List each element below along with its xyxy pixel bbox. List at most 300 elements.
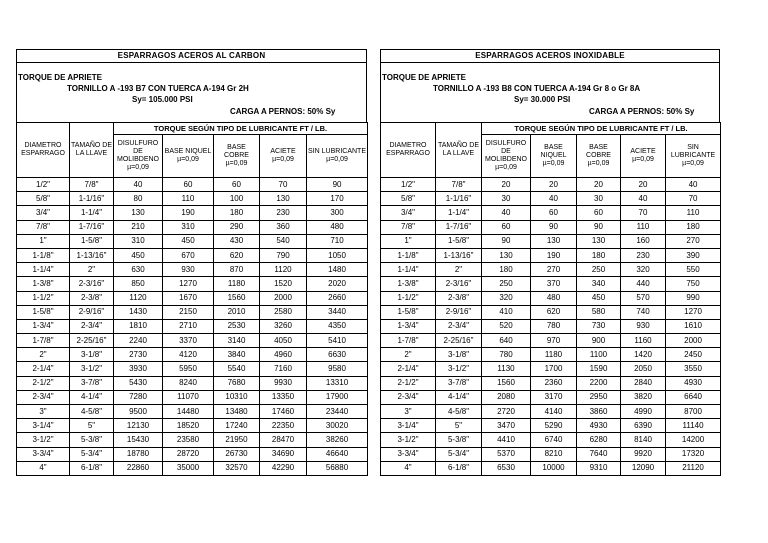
table-row <box>17 305 368 319</box>
torque-label: TORQUE DE APRIETE <box>382 73 467 82</box>
key-size-cell: 1-1/4" <box>436 206 482 220</box>
torque-cell: 160 <box>621 234 666 248</box>
torque-cell: 3860 <box>577 405 621 419</box>
torque-cell: 80 <box>114 192 163 206</box>
torque-cell: 130 <box>260 192 307 206</box>
diameter-cell: 2" <box>381 348 436 362</box>
torque-cell: 320 <box>482 291 531 305</box>
torque-cell: 7680 <box>214 376 260 390</box>
torque-cell: 4930 <box>577 419 621 433</box>
torque-cell: 23440 <box>307 405 368 419</box>
table-row <box>381 419 721 433</box>
key-size-cell: 2-3/16" <box>436 277 482 291</box>
table-row <box>381 206 721 220</box>
torque-cell: 13310 <box>307 376 368 390</box>
torque-cell: 480 <box>307 220 368 234</box>
torque-cell: 180 <box>214 206 260 220</box>
key-size-cell: 2-3/4" <box>436 319 482 333</box>
diameter-cell: 2" <box>17 348 70 362</box>
torque-cell: 23580 <box>163 433 214 447</box>
torque-cell: 42290 <box>260 461 307 475</box>
torque-cell: 230 <box>260 206 307 220</box>
torque-cell: 4410 <box>482 433 531 447</box>
torque-cell: 17320 <box>666 447 721 461</box>
torque-cell: 2000 <box>666 334 721 348</box>
torque-cell: 2050 <box>621 362 666 376</box>
torque-cell: 100 <box>214 192 260 206</box>
key-size-cell: 2-9/16" <box>436 305 482 319</box>
torque-cell: 5410 <box>307 334 368 348</box>
table-row <box>381 234 721 248</box>
torque-cell: 580 <box>577 305 621 319</box>
key-size-cell: 5" <box>436 419 482 433</box>
torque-cell: 930 <box>621 319 666 333</box>
torque-cell: 15430 <box>114 433 163 447</box>
torque-cell: 3370 <box>163 334 214 348</box>
torque-cell: 13480 <box>214 405 260 419</box>
table-row <box>381 348 721 362</box>
torque-cell: 3820 <box>621 390 666 404</box>
diameter-cell: 2-1/2" <box>17 376 70 390</box>
torque-cell: 9920 <box>621 447 666 461</box>
table-row <box>381 334 721 348</box>
torque-cell: 1130 <box>482 362 531 376</box>
key-size-cell: 7/8" <box>70 178 114 192</box>
diameter-cell: 1" <box>381 234 436 248</box>
torque-cell: 38260 <box>307 433 368 447</box>
header-lubricant <box>307 135 368 178</box>
stainless-steel-title: ESPARRAGOS ACEROS INOXIDABLE <box>380 49 720 63</box>
key-size-cell: 1-13/16" <box>436 248 482 262</box>
header-key-size: TAMAÑO DE LA LLAVE <box>436 123 482 178</box>
torque-cell: 40 <box>531 192 577 206</box>
yield-strength: Sy= 105.000 PSI <box>132 95 193 104</box>
torque-cell: 2950 <box>577 390 621 404</box>
lubricant-name: DISULFURO DE MOLIBDENO <box>484 140 527 163</box>
torque-cell: 40 <box>482 206 531 220</box>
torque-cell: 3470 <box>482 419 531 433</box>
torque-cell: 60 <box>482 220 531 234</box>
diameter-cell: 1-3/8" <box>381 277 436 291</box>
torque-cell: 1270 <box>666 305 721 319</box>
torque-cell: 2730 <box>114 348 163 362</box>
diameter-cell: 3-3/4" <box>381 447 436 461</box>
torque-cell: 620 <box>214 248 260 262</box>
torque-cell: 20 <box>621 178 666 192</box>
torque-cell: 520 <box>482 319 531 333</box>
diameter-cell: 4" <box>381 461 436 475</box>
torque-cell: 2710 <box>163 319 214 333</box>
header-lubricant <box>531 135 577 178</box>
torque-cell: 1270 <box>163 277 214 291</box>
friction-coefficient: µ=0,09 <box>225 160 248 167</box>
friction-coefficient: µ=0,09 <box>587 160 610 167</box>
torque-cell: 30 <box>482 192 531 206</box>
diameter-cell: 3/4" <box>381 206 436 220</box>
key-size-cell: 3-7/8" <box>436 376 482 390</box>
key-size-cell: 2-3/4" <box>70 319 114 333</box>
torque-cell: 2200 <box>577 376 621 390</box>
torque-cell: 710 <box>307 234 368 248</box>
torque-cell: 2080 <box>482 390 531 404</box>
torque-cell: 750 <box>666 277 721 291</box>
lubricant-name: ACIETE <box>630 148 656 155</box>
key-size-cell: 2-25/16" <box>436 334 482 348</box>
lubricant-name: BASE COBRE <box>586 144 611 159</box>
torque-cell: 9580 <box>307 362 368 376</box>
torque-cell: 190 <box>531 248 577 262</box>
table-row <box>17 248 368 262</box>
torque-cell: 60 <box>163 178 214 192</box>
header-key-size: TAMAÑO DE LA LLAVE <box>70 123 114 178</box>
torque-cell: 35000 <box>163 461 214 475</box>
table-row <box>17 263 368 277</box>
table-row <box>17 192 368 206</box>
torque-cell: 130 <box>482 248 531 262</box>
torque-cell: 230 <box>621 248 666 262</box>
diameter-cell: 2-1/4" <box>17 362 70 376</box>
key-size-cell: 5-3/4" <box>436 447 482 461</box>
torque-cell: 180 <box>666 220 721 234</box>
key-size-cell: 2" <box>436 263 482 277</box>
friction-coefficient: µ=0,09 <box>326 156 348 163</box>
key-size-cell: 1-1/16" <box>70 192 114 206</box>
diameter-cell: 2-3/4" <box>381 390 436 404</box>
torque-cell: 20 <box>577 178 621 192</box>
diameter-cell: 7/8" <box>381 220 436 234</box>
friction-coefficient: µ=0,09 <box>682 160 704 167</box>
torque-cell: 1180 <box>531 348 577 362</box>
header-lubricant-group: TORQUE SEGÚN TIPO DE LUBRICANTE FT / LB. <box>482 123 721 135</box>
torque-cell: 14200 <box>666 433 721 447</box>
torque-cell: 12090 <box>621 461 666 475</box>
diameter-cell: 3" <box>17 405 70 419</box>
torque-cell: 70 <box>621 206 666 220</box>
torque-cell: 640 <box>482 334 531 348</box>
table-row <box>17 220 368 234</box>
header-lubricant <box>260 135 307 178</box>
torque-cell: 2150 <box>163 305 214 319</box>
torque-cell: 3440 <box>307 305 368 319</box>
key-size-cell: 6-1/8" <box>70 461 114 475</box>
torque-cell: 40 <box>114 178 163 192</box>
key-size-cell: 2-3/8" <box>70 291 114 305</box>
table-row <box>17 348 368 362</box>
carbon-steel-panel <box>16 49 367 476</box>
torque-cell: 180 <box>482 263 531 277</box>
table-row <box>381 178 721 192</box>
torque-cell: 1120 <box>260 263 307 277</box>
friction-coefficient: µ=0,09 <box>632 156 654 163</box>
torque-cell: 450 <box>163 234 214 248</box>
torque-cell: 1560 <box>214 291 260 305</box>
torque-cell: 1670 <box>163 291 214 305</box>
stainless-steel-torque-table <box>380 122 721 476</box>
key-size-cell: 4-1/4" <box>436 390 482 404</box>
diameter-cell: 1-7/8" <box>381 334 436 348</box>
torque-cell: 60 <box>531 206 577 220</box>
torque-cell: 870 <box>214 263 260 277</box>
torque-cell: 7160 <box>260 362 307 376</box>
torque-cell: 30 <box>577 192 621 206</box>
torque-cell: 340 <box>577 277 621 291</box>
key-size-cell: 3-7/8" <box>70 376 114 390</box>
table-row <box>381 248 721 262</box>
key-size-cell: 2-3/16" <box>70 277 114 291</box>
torque-cell: 6740 <box>531 433 577 447</box>
torque-cell: 740 <box>621 305 666 319</box>
torque-cell: 290 <box>214 220 260 234</box>
header-diameter: DIAMETRO ESPARRAGO <box>17 123 70 178</box>
torque-cell: 30020 <box>307 419 368 433</box>
torque-cell: 6280 <box>577 433 621 447</box>
table-row <box>17 433 368 447</box>
key-size-cell: 2" <box>70 263 114 277</box>
torque-cell: 6530 <box>482 461 531 475</box>
torque-cell: 3550 <box>666 362 721 376</box>
torque-cell: 90 <box>307 178 368 192</box>
torque-cell: 4140 <box>531 405 577 419</box>
table-row <box>17 334 368 348</box>
torque-cell: 7640 <box>577 447 621 461</box>
diameter-cell: 3-1/4" <box>381 419 436 433</box>
key-size-cell: 1-1/4" <box>70 206 114 220</box>
table-row <box>381 291 721 305</box>
diameter-cell: 3" <box>381 405 436 419</box>
header-diameter: DIAMETRO ESPARRAGO <box>381 123 436 178</box>
diameter-cell: 5/8" <box>17 192 70 206</box>
torque-cell: 5290 <box>531 419 577 433</box>
torque-cell: 2000 <box>260 291 307 305</box>
torque-cell: 440 <box>621 277 666 291</box>
torque-cell: 190 <box>163 206 214 220</box>
stainless-steel-panel <box>380 49 720 476</box>
diameter-cell: 1-1/8" <box>381 248 436 262</box>
key-size-cell: 4-5/8" <box>436 405 482 419</box>
diameter-cell: 1-1/4" <box>17 263 70 277</box>
diameter-cell: 1-1/8" <box>17 248 70 262</box>
torque-cell: 3840 <box>214 348 260 362</box>
friction-coefficient: µ=0,09 <box>177 156 199 163</box>
table-row <box>17 206 368 220</box>
torque-cell: 2450 <box>666 348 721 362</box>
diameter-cell: 1-5/8" <box>381 305 436 319</box>
diameter-cell: 7/8" <box>17 220 70 234</box>
key-size-cell: 5-3/4" <box>70 447 114 461</box>
torque-cell: 28470 <box>260 433 307 447</box>
table-row <box>17 178 368 192</box>
torque-cell: 26730 <box>214 447 260 461</box>
diameter-cell: 3-3/4" <box>17 447 70 461</box>
torque-cell: 3170 <box>531 390 577 404</box>
diameter-cell: 5/8" <box>381 192 436 206</box>
torque-cell: 790 <box>260 248 307 262</box>
torque-cell: 9500 <box>114 405 163 419</box>
torque-cell: 6640 <box>666 390 721 404</box>
torque-cell: 2840 <box>621 376 666 390</box>
diameter-cell: 2-1/4" <box>381 362 436 376</box>
torque-cell: 1560 <box>482 376 531 390</box>
diameter-cell: 1-1/2" <box>381 291 436 305</box>
torque-cell: 450 <box>577 291 621 305</box>
lubricant-name: SIN LUBRICANTE <box>670 144 716 159</box>
friction-coefficient: µ=0,09 <box>542 160 565 167</box>
key-size-cell: 2-25/16" <box>70 334 114 348</box>
torque-cell: 10310 <box>214 390 260 404</box>
torque-cell: 620 <box>531 305 577 319</box>
torque-cell: 850 <box>114 277 163 291</box>
table-row <box>17 376 368 390</box>
torque-cell: 70 <box>666 192 721 206</box>
torque-cell: 2530 <box>214 319 260 333</box>
friction-coefficient: µ=0,09 <box>127 164 149 171</box>
key-size-cell: 1-13/16" <box>70 248 114 262</box>
torque-cell: 20 <box>482 178 531 192</box>
torque-cell: 4350 <box>307 319 368 333</box>
lubricant-name: BASE NIQUEL <box>164 148 212 155</box>
key-size-cell: 3-1/8" <box>70 348 114 362</box>
torque-cell: 13350 <box>260 390 307 404</box>
torque-cell: 8240 <box>163 376 214 390</box>
yield-strength: Sy= 30.000 PSI <box>514 95 571 104</box>
torque-cell: 930 <box>163 263 214 277</box>
torque-cell: 60 <box>214 178 260 192</box>
table-row <box>381 263 721 277</box>
torque-cell: 1120 <box>114 291 163 305</box>
torque-cell: 730 <box>577 319 621 333</box>
torque-cell: 20 <box>531 178 577 192</box>
torque-cell: 17900 <box>307 390 368 404</box>
table-row <box>17 390 368 404</box>
diameter-cell: 1-1/2" <box>17 291 70 305</box>
torque-cell: 110 <box>163 192 214 206</box>
diameter-cell: 3-1/2" <box>17 433 70 447</box>
torque-cell: 180 <box>577 248 621 262</box>
key-size-cell: 5-3/8" <box>70 433 114 447</box>
torque-cell: 14480 <box>163 405 214 419</box>
torque-cell: 570 <box>621 291 666 305</box>
key-size-cell: 1-7/16" <box>70 220 114 234</box>
torque-cell: 550 <box>666 263 721 277</box>
diameter-cell: 2-3/4" <box>17 390 70 404</box>
torque-cell: 34690 <box>260 447 307 461</box>
table-row <box>381 390 721 404</box>
key-size-cell: 4-1/4" <box>70 390 114 404</box>
table-row <box>17 277 368 291</box>
torque-cell: 2660 <box>307 291 368 305</box>
torque-cell: 270 <box>531 263 577 277</box>
key-size-cell: 1-5/8" <box>70 234 114 248</box>
lubricant-name: BASE COBRE <box>224 144 249 159</box>
torque-cell: 11070 <box>163 390 214 404</box>
key-size-cell: 3-1/2" <box>70 362 114 376</box>
friction-coefficient: µ=0,09 <box>495 164 517 171</box>
torque-cell: 480 <box>531 291 577 305</box>
torque-cell: 360 <box>260 220 307 234</box>
torque-cell: 9310 <box>577 461 621 475</box>
torque-cell: 90 <box>482 234 531 248</box>
torque-cell: 3930 <box>114 362 163 376</box>
diameter-cell: 1/2" <box>17 178 70 192</box>
torque-cell: 130 <box>577 234 621 248</box>
torque-cell: 40 <box>621 192 666 206</box>
torque-cell: 2240 <box>114 334 163 348</box>
diameter-cell: 1-3/4" <box>17 319 70 333</box>
torque-cell: 900 <box>577 334 621 348</box>
table-row <box>17 419 368 433</box>
torque-cell: 17460 <box>260 405 307 419</box>
diameter-cell: 4" <box>17 461 70 475</box>
torque-cell: 210 <box>114 220 163 234</box>
torque-cell: 32570 <box>214 461 260 475</box>
key-size-cell: 1-1/16" <box>436 192 482 206</box>
diameter-cell: 1-3/8" <box>17 277 70 291</box>
torque-cell: 1610 <box>666 319 721 333</box>
torque-cell: 170 <box>307 192 368 206</box>
torque-cell: 56880 <box>307 461 368 475</box>
lubricant-name: DISULFURO DE MOLIBDENO <box>116 140 159 163</box>
torque-cell: 10000 <box>531 461 577 475</box>
table-row <box>17 447 368 461</box>
table-row <box>17 319 368 333</box>
torque-cell: 390 <box>666 248 721 262</box>
torque-cell: 320 <box>621 263 666 277</box>
torque-cell: 11140 <box>666 419 721 433</box>
torque-cell: 1700 <box>531 362 577 376</box>
torque-cell: 1100 <box>577 348 621 362</box>
torque-cell: 9930 <box>260 376 307 390</box>
torque-cell: 4960 <box>260 348 307 362</box>
torque-cell: 3260 <box>260 319 307 333</box>
torque-cell: 2580 <box>260 305 307 319</box>
torque-cell: 450 <box>114 248 163 262</box>
key-size-cell: 7/8" <box>436 178 482 192</box>
key-size-cell: 3-1/2" <box>436 362 482 376</box>
table-row <box>17 291 368 305</box>
header-lubricant <box>163 135 214 178</box>
diameter-cell: 1/2" <box>381 178 436 192</box>
torque-cell: 540 <box>260 234 307 248</box>
table-row <box>381 447 721 461</box>
torque-cell: 90 <box>577 220 621 234</box>
torque-cell: 5540 <box>214 362 260 376</box>
torque-cell: 4120 <box>163 348 214 362</box>
diameter-cell: 1" <box>17 234 70 248</box>
torque-cell: 21120 <box>666 461 721 475</box>
torque-cell: 130 <box>531 234 577 248</box>
diameter-cell: 3-1/4" <box>17 419 70 433</box>
table-row <box>17 405 368 419</box>
torque-cell: 1050 <box>307 248 368 262</box>
torque-cell: 1520 <box>260 277 307 291</box>
diameter-cell: 3-1/2" <box>381 433 436 447</box>
torque-cell: 18520 <box>163 419 214 433</box>
torque-cell: 2010 <box>214 305 260 319</box>
torque-cell: 1480 <box>307 263 368 277</box>
torque-cell: 1420 <box>621 348 666 362</box>
diameter-cell: 3/4" <box>17 206 70 220</box>
torque-cell: 1590 <box>577 362 621 376</box>
key-size-cell: 5" <box>70 419 114 433</box>
torque-cell: 670 <box>163 248 214 262</box>
table-row <box>17 234 368 248</box>
torque-cell: 4930 <box>666 376 721 390</box>
torque-cell: 430 <box>214 234 260 248</box>
torque-cell: 2020 <box>307 277 368 291</box>
torque-cell: 990 <box>666 291 721 305</box>
stainless-steel-info <box>380 63 720 122</box>
table-row <box>381 405 721 419</box>
